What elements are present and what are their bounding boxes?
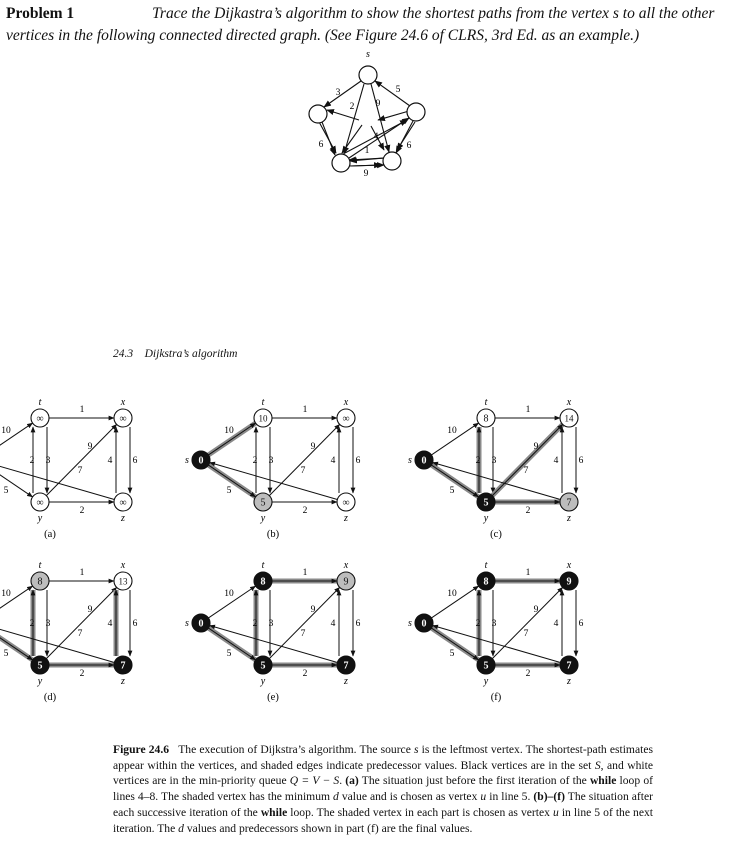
section-header: 24.3 Dijkstra’s algorithm xyxy=(113,348,238,360)
vertex-d-value: 0 xyxy=(421,455,427,467)
edge-weight: 3 xyxy=(268,619,274,629)
edge-weight: 6 xyxy=(132,619,138,629)
edge-weight: 2 xyxy=(29,456,35,466)
vertex-d-value: 8 xyxy=(483,576,489,588)
vertex-name-z: z xyxy=(344,676,348,687)
edge-weight: 4 xyxy=(330,456,336,466)
edge-weight: 1 xyxy=(302,405,308,415)
edge-weight: 1 xyxy=(525,568,531,578)
graph-edge xyxy=(46,587,116,658)
vertex-name-y: y xyxy=(483,513,489,524)
vertex-name-t: t xyxy=(261,560,265,571)
edge-weight: 6 xyxy=(578,456,584,466)
edge-weight: 9 xyxy=(310,605,316,615)
vertex-d-value: 8 xyxy=(483,413,489,425)
graph-edge xyxy=(492,424,562,495)
dijkstra-panel xyxy=(408,397,584,540)
vertex-name-y: y xyxy=(483,676,489,687)
vertex-name-t: t xyxy=(38,397,42,408)
edge-weight: 6 xyxy=(578,619,584,629)
graph-vertex xyxy=(332,154,350,172)
vertex-d-value: ∞ xyxy=(36,413,44,425)
vertex-name-x: x xyxy=(120,560,126,571)
edge-weight: 9 xyxy=(310,442,316,452)
edge-weight: 5 xyxy=(226,486,232,496)
graph-vertex-s xyxy=(359,66,377,84)
edge-weight: 2 xyxy=(349,102,355,112)
edge-weight: 10 xyxy=(224,426,234,436)
edge-weight: 6 xyxy=(355,619,361,629)
edge-weight: 5 xyxy=(3,649,9,659)
edge-weight: 6 xyxy=(318,140,324,150)
edge-weight: 2 xyxy=(29,619,35,629)
vertex-d-value: 5 xyxy=(260,497,266,509)
vertex-d-value: 8 xyxy=(37,576,43,588)
vertex-name-z: z xyxy=(121,676,125,687)
edge-weight: 2 xyxy=(302,506,308,516)
edge-weight: 2 xyxy=(475,456,481,466)
vertex-d-value: ∞ xyxy=(119,413,127,425)
edge-weight: 9 xyxy=(375,99,381,109)
vertex-name-s: s xyxy=(185,618,189,629)
edge-weight: 1 xyxy=(525,405,531,415)
vertex-name-x: x xyxy=(566,397,572,408)
problem-label: Problem 1 xyxy=(6,5,75,22)
vertex-d-value: 7 xyxy=(343,660,349,672)
vertex-name-x: x xyxy=(343,560,349,571)
dijkstra-figure xyxy=(0,390,730,735)
edge-weight: 9 xyxy=(533,605,539,615)
vertex-d-value: 0 xyxy=(198,455,204,467)
graph-edge xyxy=(0,626,114,663)
edge-weight: 3 xyxy=(491,619,497,629)
panel-label: (e) xyxy=(267,692,279,703)
vertex-name-t: t xyxy=(484,397,488,408)
edge-weight: 3 xyxy=(45,456,51,466)
vertex-d-value: 13 xyxy=(118,576,128,587)
vertex-d-value: 14 xyxy=(564,413,574,424)
vertex-d-value: 0 xyxy=(421,618,427,630)
vertex-d-value: 9 xyxy=(566,576,572,588)
edge-weight: 7 xyxy=(300,466,306,476)
graph-vertex xyxy=(309,105,327,123)
edge-weight: 7 xyxy=(77,466,83,476)
vertex-name-z: z xyxy=(121,513,125,524)
vertex-name-x: x xyxy=(566,560,572,571)
edge-weight: 6 xyxy=(406,141,412,151)
edge-weight: 1 xyxy=(79,568,85,578)
vertex-name-y: y xyxy=(37,513,43,524)
edge-weight: 5 xyxy=(449,486,455,496)
edge-weight: 5 xyxy=(3,486,9,496)
vertex-name-z: z xyxy=(567,676,571,687)
edge-weight: 7 xyxy=(523,629,529,639)
vertex-d-value: 7 xyxy=(566,660,572,672)
edge-weight: 9 xyxy=(87,442,93,452)
edge-weight: 10 xyxy=(447,589,457,599)
graph-edge xyxy=(269,587,339,658)
vertex-d-value: 5 xyxy=(260,660,266,672)
vertex-d-value: 10 xyxy=(258,413,268,424)
dijkstra-panel xyxy=(408,560,584,703)
vertex-name-y: y xyxy=(260,513,266,524)
graph-vertex xyxy=(383,152,401,170)
edge-weight: 2 xyxy=(252,619,258,629)
caption-title: Figure 24.6 xyxy=(113,743,170,756)
vertex-d-value: 8 xyxy=(260,576,266,588)
edge-weight: 6 xyxy=(355,456,361,466)
edge-weight: 10 xyxy=(224,589,234,599)
edge-weight: 2 xyxy=(79,506,85,516)
graph-edge xyxy=(208,465,255,497)
edge-weight: 2 xyxy=(525,506,531,516)
edge-weight: 9 xyxy=(87,605,93,615)
vertex-d-value: 9 xyxy=(343,576,349,588)
edge-weight: 4 xyxy=(553,456,559,466)
vertex-d-value: 7 xyxy=(120,660,126,672)
vertex-name-y: y xyxy=(260,676,266,687)
edge-weight: 3 xyxy=(491,456,497,466)
edge-weight: 10 xyxy=(1,589,11,599)
edge-weight: 2 xyxy=(475,619,481,629)
vertex-d-value: ∞ xyxy=(119,497,127,509)
edge-weight: 5 xyxy=(449,649,455,659)
vertex-name-z: z xyxy=(344,513,348,524)
graph-edge xyxy=(269,424,339,495)
edge-weight: 4 xyxy=(373,132,379,142)
edge-weight: 10 xyxy=(1,426,11,436)
dijkstra-panel xyxy=(0,397,138,540)
dijkstra-panel xyxy=(0,560,138,703)
edge-weight: 4 xyxy=(107,456,113,466)
graph-edge xyxy=(492,587,562,658)
vertex-d-value: ∞ xyxy=(36,497,44,509)
vertex-d-value: ∞ xyxy=(342,497,350,509)
vertex-d-value: 5 xyxy=(483,660,489,672)
edge-weight: 7 xyxy=(300,629,306,639)
edge-weight: 3 xyxy=(45,619,51,629)
panel-label: (c) xyxy=(490,529,502,540)
vertex-name-s: s xyxy=(408,455,412,466)
edge-weight: 1 xyxy=(302,568,308,578)
edge-weight: 9 xyxy=(363,169,369,179)
graph-edge xyxy=(378,111,409,120)
vertex-name-t: t xyxy=(38,560,42,571)
graph-edge xyxy=(46,424,116,495)
figure-caption: Figure 24.6 The execution of Dijkstra’s algorithm. The source s is the leftmost vertex. The shortest-path estimates appear within the vertices, and shaded edges indicate predecessor values. Black vertices are in the set S, and white vertices are in the min-priority queue Q = V − S. (a) The situation just before the first iteration of the while loop of lines 4–8. The shaded vertex has the minimum d value and is chosen as vertex u in line 5. (b)–(f) The situation after each successive iteration of the while loop. The shaded vertex in each part is chosen as vertex u in line 5 of the next iteration. The d values and predecessors shown in part (f) are the final values. xyxy=(113,743,653,835)
vertex-d-value: 5 xyxy=(483,497,489,509)
edge-weight: 2 xyxy=(79,669,85,679)
vertex-name-z: z xyxy=(567,513,571,524)
vertex-name-y: y xyxy=(37,676,43,687)
edge-weight: 2 xyxy=(302,669,308,679)
panel-label: (b) xyxy=(266,529,280,540)
panel-label: (f) xyxy=(490,692,502,703)
edge-weight: 4 xyxy=(330,619,336,629)
graph-edge xyxy=(431,465,478,497)
edge-weight: 2 xyxy=(252,456,258,466)
source-vertex-label: s xyxy=(366,49,370,60)
edge-weight: 3 xyxy=(268,456,274,466)
edge-weight: 9 xyxy=(533,442,539,452)
edge-weight: 3 xyxy=(335,88,341,98)
edge-weight: 7 xyxy=(523,466,529,476)
vertex-name-s: s xyxy=(185,455,189,466)
vertex-d-value: 5 xyxy=(37,660,43,672)
vertex-name-x: x xyxy=(343,397,349,408)
graph-edge xyxy=(0,463,114,500)
vertex-d-value: 0 xyxy=(198,618,204,630)
edge-weight: 5 xyxy=(226,649,232,659)
vertex-d-value: 7 xyxy=(566,497,572,509)
vertex-d-value: ∞ xyxy=(342,413,350,425)
problem-graph xyxy=(0,40,730,240)
vertex-name-t: t xyxy=(261,397,265,408)
edge-weight: 6 xyxy=(132,456,138,466)
panel-label: (d) xyxy=(43,692,57,703)
edge-weight: 1 xyxy=(364,146,370,156)
vertex-name-t: t xyxy=(484,560,488,571)
edge-weight: 2 xyxy=(525,669,531,679)
graph-edge xyxy=(208,628,255,660)
edge-weight: 10 xyxy=(447,426,457,436)
panel-label: (a) xyxy=(44,529,56,540)
edge-weight: 4 xyxy=(553,619,559,629)
graph-edge xyxy=(431,628,478,660)
edge-weight: 7 xyxy=(77,629,83,639)
problem-text: Trace the Dijkastra’s algorithm to show the shortest paths from the vertex s to all the other vertices in the following connected directed graph. (See Figure 24.6 of CLRS, 3rd Ed. as an example.) xyxy=(6,5,715,44)
vertex-name-x: x xyxy=(120,397,126,408)
dijkstra-panel xyxy=(185,560,361,703)
edge-weight: 5 xyxy=(395,85,401,95)
dijkstra-panel xyxy=(185,397,361,540)
vertex-name-s: s xyxy=(408,618,412,629)
edge-weight: 4 xyxy=(107,619,113,629)
edge-weight: 1 xyxy=(79,405,85,415)
